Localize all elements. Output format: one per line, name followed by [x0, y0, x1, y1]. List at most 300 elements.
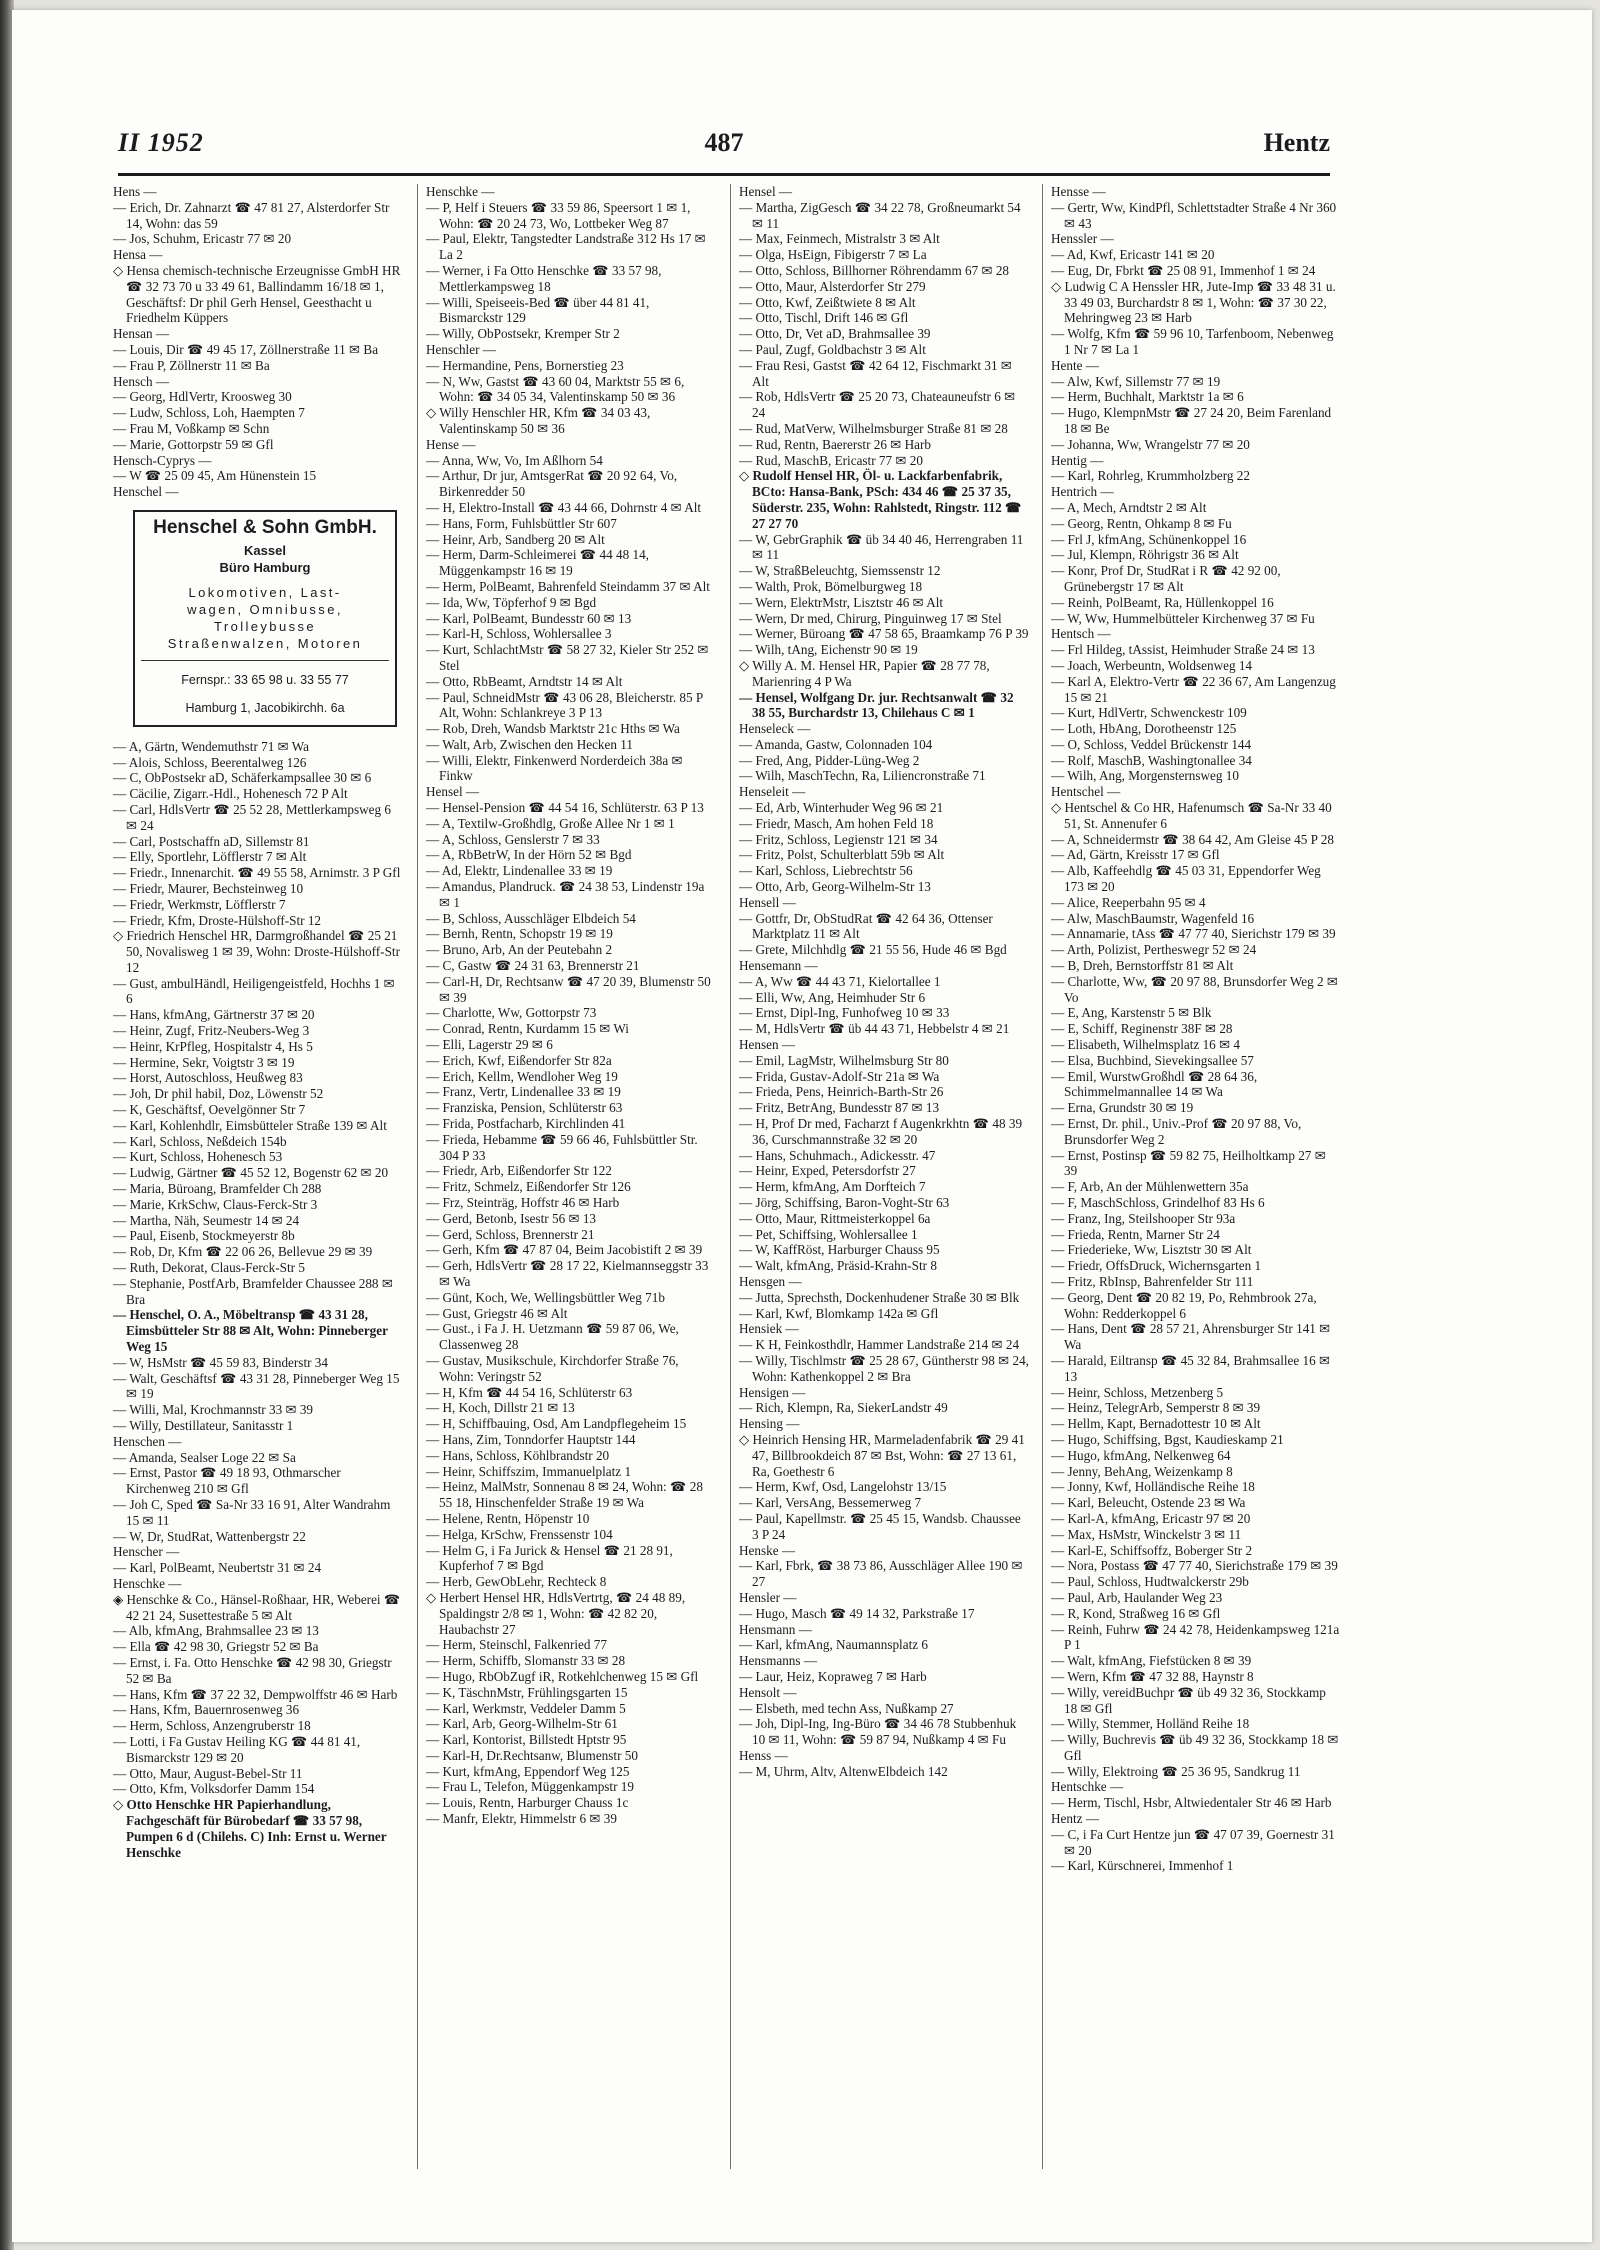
directory-entry: — Gottfr, Dr, ObStudRat ☎ 42 64 36, Ottenser Marktplatz 11 ✉ Alt [739, 910, 993, 942]
directory-entry: — Wilh, tAng, Eichenstr 90 ✉ 19 [739, 642, 918, 658]
directory-entry: — Karl, Kontorist, Billstedt Hptstr 95 [426, 1732, 627, 1748]
directory-entry: — R, Kond, Straßweg 16 ✉ Gfl [1051, 1605, 1221, 1621]
directory-entry: — N, Ww, Gastst ☎ 43 60 04, Marktstr 55 ✉ 6, Wohn: ☎ 34 05 34, Valentinskamp 50 ✉ 36 [426, 373, 685, 405]
directory-entry: — Friedr, Maurer, Bechsteinweg 10 [113, 880, 304, 896]
directory-entry: — Rud, MatVerw, Wilhelmsburger Straße 81 ✉ 28 [739, 420, 1008, 436]
directory-entry: — H, Schiffbauing, Osd, Am Landpflegeheim 15 [426, 1416, 687, 1432]
directory-entry: — Paul, Schloss, Hudtwalckerstr 29b [1051, 1574, 1249, 1590]
directory-entry: — Hugo, Masch ☎ 49 14 32, Parkstraße 17 [739, 1605, 975, 1621]
ad-product-line: wagen, Omnibusse, [187, 601, 343, 617]
directory-entry: — Jul, Klempn, Röhrigstr 36 ✉ Alt [1051, 547, 1239, 563]
directory-entry: — Frieda, Pens, Heinrich-Barth-Str 26 [739, 1084, 944, 1100]
surname-heading: Henschler — [426, 341, 496, 357]
directory-entry: — Konr, Prof Dr, StudRat i R ☎ 42 92 00, Grünebergstr 17 ✉ Alt [1051, 563, 1281, 594]
directory-entry: — Erich, Kwf, Eißendorfer Str 82a [426, 1052, 612, 1068]
directory-entry: — Gustav, Musikschule, Kirchdorfer Straße 76, Wohn: Veringstr 52 [426, 1352, 679, 1384]
directory-entry: — Bruno, Arb, An der Peutebahn 2 [426, 942, 613, 958]
directory-entry: — Karl, Kohlenhdlr, Eimsbütteler Straße 139 ✉ Alt [113, 1117, 387, 1133]
directory-entry: — Wern, ElektrMstr, Lisztstr 46 ✉ Alt [739, 594, 944, 610]
directory-entry: ◇ Hentschel & Co HR, Hafenumsch ☎ Sa-Nr 33 40 51, St. Annenufer 6 [1051, 800, 1332, 831]
directory-entry: — H, Koch, Dillstr 21 ✉ 13 [426, 1400, 575, 1416]
directory-entry: — Willi, Elektr, Finkenwerd Norderdeich 38a ✉ Finkw [426, 752, 683, 784]
directory-entry: — Laur, Heiz, Kopraweg 7 ✉ Harb [739, 1668, 927, 1684]
directory-entry: — Hugo, Schiffsing, Bgst, Kaudieskamp 21 [1051, 1431, 1284, 1447]
henschel-advertisement [133, 510, 397, 727]
directory-entry: — F, MaschSchloss, Grindelhof 83 Hs 6 [1051, 1195, 1265, 1210]
directory-entry: — Wern, Kfm ☎ 47 32 88, Haynstr 8 [1051, 1668, 1254, 1684]
directory-column-1 [113, 184, 403, 2169]
surname-heading: Hensch — [113, 373, 170, 389]
directory-entry: — Werner, i Fa Otto Henschke ☎ 33 57 98, Mettlerkampsweg 18 [426, 262, 662, 294]
directory-entry: — Karl, Kürschnerei, Immenhof 1 [1051, 1858, 1234, 1874]
surname-heading: Henschke — [113, 1575, 182, 1591]
directory-entry: — Lotti, i Fa Gustav Heiling KG ☎ 44 81 41, Bismarckstr 129 ✉ 20 [113, 1733, 361, 1765]
surname-heading: Henschke — [426, 184, 495, 199]
directory-entry: — Jenny, BehAng, Weizenkamp 8 [1051, 1463, 1233, 1479]
directory-entry: — C, ObPostsekr aD, Schäferkampsallee 30 ✉ 6 [113, 770, 372, 786]
directory-entry: — Alb, kfmAng, Brahmsallee 23 ✉ 13 [113, 1623, 319, 1639]
directory-entry: — Gust, ambulHändl, Heiligengeistfeld, Hochhs 1 ✉ 6 [113, 975, 395, 1007]
directory-entry: — Friedr, Werkmstr, Löfflerstr 7 [113, 896, 286, 912]
directory-entry: — Hermine, Sekr, Voigtstr 3 ✉ 19 [113, 1054, 295, 1070]
directory-entry: — Frieda, Rentn, Marner Str 24 [1051, 1226, 1220, 1242]
directory-entry: — Gust., i Fa J. H. Uetzmann ☎ 59 87 06, We, Classenweg 28 [426, 1321, 679, 1353]
surname-heading: Hentz — [1051, 1811, 1099, 1827]
directory-entry: — Otto, Schloss, Billhorner Röhrendamm 67 ✉ 28 [739, 262, 1010, 278]
surname-heading: Henske — [739, 1542, 796, 1558]
directory-entry: — W, Dr, StudRat, Wattenbergstr 22 [113, 1528, 306, 1544]
directory-entry: — Otto, Maur, Rittmeisterkoppel 6a [739, 1210, 931, 1226]
directory-entry: — Fritz, BetrAng, Bundesstr 87 ✉ 13 [739, 1100, 940, 1116]
directory-entry: — Willy, ObPostsekr, Kremper Str 2 [426, 326, 620, 342]
directory-entry: — Willy, Elektroing ☎ 25 36 95, Sandkrug 11 [1051, 1763, 1301, 1779]
directory-entry: — Reinh, PolBeamt, Ra, Hüllenkoppel 16 [1051, 594, 1274, 610]
directory-entry: — Martha, Näh, Seumestr 14 ✉ 24 [113, 1212, 300, 1228]
surname-heading: Hensch-Cyprys — [113, 452, 212, 468]
directory-entry: — Otto, Maur, Alsterdorfer Str 279 [739, 278, 926, 294]
directory-entry: — Nora, Postass ☎ 47 77 40, Sierichstraße 179 ✉ 39 [1051, 1558, 1338, 1574]
surname-heading: Hense — [426, 436, 476, 452]
directory-entry: — Werner, Büroang ☎ 47 58 65, Braamkamp 76 P 39 [739, 626, 1029, 642]
surname-heading: Hensel — [739, 184, 793, 199]
page-header [118, 128, 1330, 168]
directory-entry: — Karl, kfmAng, Naumannsplatz 6 [739, 1637, 928, 1653]
directory-entry: — Gerd, Schloss, Brennerstr 21 [426, 1226, 595, 1242]
ad-divider [141, 660, 389, 661]
directory-column-4 [1051, 184, 1341, 2169]
directory-entry: — Willy, Stemmer, Holländ Reihe 18 [1051, 1716, 1250, 1732]
directory-entry: — Friedr, Masch, Am hohen Feld 18 [739, 815, 934, 831]
surname-heading: Henseleck — [739, 721, 811, 737]
directory-entry: — Ernst, i. Fa. Otto Henschke ☎ 42 98 30, Griegstr 52 ✉ Ba [113, 1654, 392, 1686]
directory-entry: — Franziska, Pension, Schlüterstr 63 [426, 1100, 623, 1116]
directory-entry: — Frau Resi, Gastst ☎ 42 64 12, Fischmarkt 31 ✉ Alt [739, 357, 1012, 389]
directory-entry: — Annamarie, tAss ☎ 47 77 40, Sierichstr 179 ✉ 39 [1051, 926, 1336, 942]
directory-entry: — Carl, HdlsVertr ☎ 25 52 28, Mettlerkampsweg 6 ✉ 24 [113, 801, 391, 833]
directory-column-3 [739, 184, 1029, 2169]
directory-entry: — Frida, Postfacharb, Kirchlinden 41 [426, 1116, 626, 1132]
directory-entry: — Karl, Arb, Georg-Wilhelm-Str 61 [426, 1716, 618, 1732]
ad-product-line: Lokomotiven, Last- [188, 584, 342, 600]
directory-entry: — Hans, Kfm ☎ 37 22 32, Dempwolffstr 46 ✉ Harb [113, 1686, 398, 1702]
directory-entry: — Karl-H, Dr.Rechtsanw, Blumenstr 50 [426, 1747, 638, 1763]
directory-entry: — Manfr, Elektr, Himmelstr 6 ✉ 39 [426, 1811, 617, 1827]
directory-entry: — H, Kfm ☎ 44 54 16, Schlüterstr 63 [426, 1384, 633, 1400]
directory-entry: — Paul, Kapellmstr. ☎ 25 45 15, Wandsb. Chaussee 3 P 24 [739, 1510, 1021, 1542]
directory-entry: — Max, HsMstr, Winckelstr 3 ✉ 11 [1051, 1526, 1242, 1542]
directory-entry: — Heinz, TelegrArb, Semperstr 8 ✉ 39 [1051, 1400, 1261, 1416]
surname-heading: Hensell — [739, 894, 796, 910]
directory-entry: — Kurt, SchlachtMstr ☎ 58 27 32, Kieler Str 252 ✉ Stel [426, 642, 709, 673]
surname-heading: Hens — [113, 184, 157, 199]
directory-entry: — Heinr, Arb, Sandberg 20 ✉ Alt [426, 531, 605, 547]
ad-office: Büro Hamburg [219, 559, 311, 575]
directory-entry: — Hans, Schuhmach., Adickesstr. 47 [739, 1147, 936, 1163]
directory-entry: — Alice, Reeperbahn 95 ✉ 4 [1051, 894, 1206, 910]
directory-entry: — Rob, Dreh, Wandsb Marktstr 21c Hths ✉ Wa [426, 721, 680, 737]
directory-entry: — Rob, Dr, Kfm ☎ 22 06 26, Bellevue 29 ✉ 39 [113, 1244, 373, 1260]
directory-entry: — Hans, Kfm, Bauernrosenweg 36 [113, 1702, 300, 1718]
directory-entry: — Wilh, MaschTechn, Ra, Liliencronstraße 71 [739, 768, 986, 784]
directory-entry: — Hugo, RbObZugf iR, Rotkehlchenweg 15 ✉ Gfl [426, 1668, 699, 1684]
directory-entry: — Frau P, Zöllnerstr 11 ✉ Ba [113, 357, 270, 373]
ad-product-line: Straßenwalzen, Motoren [167, 635, 363, 651]
surname-heading: Hensolt — [739, 1684, 797, 1700]
directory-entry: — W ☎ 25 09 45, Am Hünenstein 15 [113, 468, 317, 484]
directory-entry: — E, Ang, Karstenstr 5 ✉ Blk [1051, 1005, 1212, 1021]
directory-entry: — B, Dreh, Bernstorffstr 81 ✉ Alt [1051, 958, 1234, 974]
directory-entry: — Karl, Beleucht, Ostende 23 ✉ Wa [1051, 1495, 1246, 1511]
directory-entry: — Ernst, Dr. phil., Univ.-Prof ☎ 20 97 88, Vo, Brunsdorfer Weg 2 [1051, 1116, 1302, 1147]
surname-heading: Henscher — [113, 1544, 180, 1560]
surname-heading: Hensigen — [739, 1384, 806, 1400]
directory-entry: — Karl, PolBeamt, Neubertstr 31 ✉ 24 [113, 1560, 322, 1576]
directory-entry: — Carl-H, Dr, Rechtsanw ☎ 47 20 39, Blumenstr 50 ✉ 39 [426, 973, 711, 1005]
surname-heading: Hensiek — [739, 1321, 799, 1337]
directory-entry: — Otto, RbBeamt, Arndtstr 14 ✉ Alt [426, 673, 623, 689]
directory-entry: — Gerh, HdlsVertr ☎ 28 17 22, Kielmannseggstr 33 ✉ Wa [426, 1258, 709, 1289]
directory-entry: — Walt, kfmAng, Präsid-Krahn-Str 8 [739, 1258, 937, 1274]
directory-entry: — Marie, KrkSchw, Claus-Ferck-Str 3 [113, 1196, 318, 1212]
directory-entry: — A, RbBetrW, In der Hörn 52 ✉ Bgd [426, 847, 632, 863]
directory-entry: — Karl, VersAng, Bessemerweg 7 [739, 1495, 922, 1511]
directory-entry: — Fred, Ang, Pidder-Lüng-Weg 2 [739, 752, 920, 768]
directory-entry: — Max, Feinmech, Mistralstr 3 ✉ Alt [739, 231, 940, 247]
ad-product-line: Trolleybusse [213, 618, 316, 634]
directory-entry: — Louis, Dir ☎ 49 45 17, Zöllnerstraße 11 ✉ Ba [113, 341, 379, 357]
directory-entry: — Emil, WurstwGroßhdl ☎ 28 64 36, Schimmelmannallee 14 ✉ Wa [1051, 1068, 1258, 1100]
directory-entry: — Paul, Eisenb, Stockmeyerstr 8b [113, 1228, 295, 1244]
header-rule [118, 173, 1330, 176]
directory-entry: — Jos, Schuhm, Ericastr 77 ✉ 20 [113, 231, 292, 247]
directory-entry: — A, Gärtn, Wendemuthstr 71 ✉ Wa [113, 738, 309, 754]
directory-entry: — Frida, Gustav-Adolf-Str 21a ✉ Wa [739, 1068, 940, 1084]
directory-entry: — Ludw, Schloss, Loh, Haempten 7 [113, 405, 305, 421]
directory-entry: — A, Schloss, Genslerstr 7 ✉ 33 [426, 831, 600, 847]
directory-entry: — Johanna, Ww, Wrangelstr 77 ✉ 20 [1051, 436, 1250, 452]
surname-heading: Hensmann — [739, 1621, 812, 1637]
directory-entry: — Walt, Arb, Zwischen den Hecken 11 [426, 736, 633, 752]
directory-entry: — Herm, Steinschl, Falkenried 77 [426, 1637, 607, 1653]
directory-entry: — Fritz, Polst, Schulterblatt 59b ✉ Alt [739, 847, 945, 863]
directory-entry: — Paul, Arb, Haulander Weg 23 [1051, 1589, 1223, 1605]
directory-entry: — Harald, Eiltransp ☎ 45 32 84, Brahmsallee 16 ✉ 13 [1051, 1352, 1331, 1384]
surname-heading: Hensan — [113, 326, 170, 342]
directory-entry: — Alw, Kwf, Sillemstr 77 ✉ 19 [1051, 373, 1221, 389]
directory-entry: — Willi, Mal, Krochmannstr 33 ✉ 39 [113, 1402, 314, 1418]
directory-entry: — Ludwig, Gärtner ☎ 45 52 12, Bogenstr 62 ✉ 20 [113, 1165, 389, 1181]
directory-entry: — Alois, Schloss, Beerentalweg 126 [113, 754, 307, 770]
directory-entry: — Günt, Koch, We, Wellingsbüttler Weg 71b [426, 1289, 665, 1305]
directory-entry: — Anna, Ww, Vo, Im Aßlhorn 54 [426, 452, 603, 468]
directory-entry: — Joach, Werbeuntn, Woldsenweg 14 [1051, 657, 1253, 673]
directory-entry-highlighted: — Henschel, O. A., Möbeltransp ☎ 43 31 28, Eimsbütteler Str 88 ✉ Alt, Wohn: Pinneberger Weg 15 [113, 1307, 388, 1355]
directory-entry: — W, StraßBeleuchtg, Siemssenstr 12 [739, 563, 941, 579]
directory-entry: — Charlotte, Ww, ☎ 20 97 88, Brunsdorfer Weg 2 ✉ Vo [1051, 973, 1338, 1005]
directory-entry: — Heinr, Schiffszim, Immanuelplatz 1 [426, 1463, 632, 1479]
directory-entry: — Willy, Buchrevis ☎ üb 49 32 36, Stockkamp 18 ✉ Gfl [1051, 1732, 1339, 1763]
directory-entry: — Ad, Gärtn, Kreisstr 17 ✉ Gfl [1051, 847, 1220, 863]
directory-entry: — Hugo, kfmAng, Nelkenweg 64 [1051, 1447, 1231, 1463]
surname-heading: Hensen — [739, 1037, 796, 1053]
surname-heading: Hensler — [739, 1589, 797, 1605]
ad-phone: Fernspr.: 33 65 98 u. 33 55 77 [181, 672, 349, 687]
directory-entry: — Otto, Arb, Georg-Wilhelm-Str 13 [739, 879, 931, 895]
directory-entry: — Ernst, Postinsp ☎ 59 82 75, Heilholtkamp 27 ✉ 39 [1051, 1147, 1326, 1179]
directory-entry: — A, Ww ☎ 44 43 71, Kielortallee 1 [739, 973, 941, 989]
directory-entry: — Paul, Zugf, Goldbachstr 3 ✉ Alt [739, 341, 926, 357]
directory-entry: — Fritz, RbInsp, Bahrenfelder Str 111 [1051, 1273, 1254, 1289]
directory-entry: — Karl, Kwf, Blomkamp 142a ✉ Gfl [739, 1305, 939, 1321]
directory-entry: — Herm, Schloss, Anzengruberstr 18 [113, 1718, 311, 1734]
directory-entry: — Otto, Tischl, Drift 146 ✉ Gfl [739, 310, 909, 326]
directory-entry: — Heinr, KrPfleg, Hospitalstr 4, Hs 5 [113, 1038, 313, 1054]
directory-entry: — Elly, Sportlehr, Löfflerstr 7 ✉ Alt [113, 849, 307, 865]
surname-heading: Hensel — [426, 784, 480, 800]
directory-entry: — Loth, HbAng, Dorotheenstr 125 [1051, 721, 1237, 737]
directory-entry: — Georg, Rentn, Ohkamp 8 ✉ Fu [1051, 515, 1232, 531]
surname-heading: Hensmanns — [739, 1653, 818, 1669]
directory-entry: — Heinr, Schloss, Metzenberg 5 [1051, 1384, 1224, 1400]
directory-entry: — Hans, Dent ☎ 28 57 21, Ahrensburger Str 141 ✉ Wa [1051, 1321, 1331, 1353]
directory-entry: — Louis, Rentn, Harburger Chauss 1c [426, 1795, 629, 1811]
directory-entry: — Wern, Dr med, Chirurg, Pinguinweg 17 ✉ Stel [739, 610, 1002, 626]
directory-entry: — A, Mech, Arndtstr 2 ✉ Alt [1051, 499, 1207, 515]
column-divider [1042, 184, 1043, 2169]
directory-entry: — Grete, Milchhdlg ☎ 21 55 56, Hude 46 ✉ Bgd [739, 942, 1007, 958]
surname-heading: Henssler — [1051, 231, 1114, 247]
directory-entry: — F, Arb, An der Mühlenwettern 35a [1051, 1179, 1249, 1195]
surname-heading: Hentschel — [1051, 784, 1121, 800]
surname-heading: Hensa — [113, 247, 163, 263]
directory-entry: — Rich, Klempn, Ra, SiekerLandstr 49 [739, 1400, 948, 1416]
header-year: II 1952 [118, 128, 204, 157]
directory-entry: — Conrad, Rentn, Kurdamm 15 ✉ Wi [426, 1021, 629, 1037]
directory-entry: — Frz, Steinträg, Hoffstr 46 ✉ Harb [426, 1195, 620, 1210]
directory-entry: — M, Uhrm, Altv, AltenwElbdeich 142 [739, 1763, 948, 1779]
directory-entry: — Wolfg, Kfm ☎ 59 96 10, Tarfenboom, Nebenweg 1 Nr 7 ✉ La 1 [1051, 326, 1334, 357]
directory-entry: — Heinr, Exped, Petersdorfstr 27 [739, 1163, 916, 1179]
directory-entry: — A, Schneidermstr ☎ 38 64 42, Am Gleise 45 P 28 [1051, 831, 1334, 847]
directory-entry: — Rob, HdlsVertr ☎ 25 20 73, Chateauneufstr 6 ✉ 24 [739, 389, 1016, 421]
directory-entry: — Ernst, Dipl-Ing, Funhofweg 10 ✉ 33 [739, 1005, 950, 1021]
directory-entry: — Hans, kfmAng, Gärtnerstr 37 ✉ 20 [113, 1007, 315, 1023]
ad-products [141, 584, 389, 652]
directory-entry: — Reinh, Fuhrw ☎ 24 42 78, Heidenkampsweg 121a P 1 [1051, 1621, 1340, 1653]
surname-heading: Henschel — [113, 484, 179, 500]
directory-entry: — Franz, Vertr, Lindenallee 33 ✉ 19 [426, 1084, 621, 1100]
directory-entry: — Karl, Schloss, Neßdeich 154b [113, 1133, 287, 1149]
directory-entry: — Willy, vereidBuchpr ☎ üb 49 32 36, Stockkamp 18 ✉ Gfl [1051, 1684, 1326, 1716]
directory-entry: — Walt, Geschäftsf ☎ 43 31 28, Pinneberger Weg 15 ✉ 19 [113, 1370, 400, 1402]
directory-entry: — Friedr, OffsDruck, Wichernsgarten 1 [1051, 1258, 1262, 1274]
directory-entry: — Alb, Kaffeehdlg ☎ 45 03 31, Eppendorfer Weg 173 ✉ 20 [1051, 863, 1321, 895]
directory-entry: — E, Schiff, Reginenstr 38F ✉ 28 [1051, 1021, 1233, 1037]
directory-entry: — Marie, Gottorpstr 59 ✉ Gfl [113, 436, 274, 452]
directory-entry: — P, Helf i Steuers ☎ 33 59 86, Speersort 1 ✉ 1, Wohn: ☎ 20 24 73, Wo, Lottbeker Weg 87 [426, 199, 691, 231]
directory-entry-highlighted: ◇ Rudolf Hensel HR, Öl- u. Lackfarbenfabrik, BCto: Hansa-Bank, PSch: 434 46 ☎ 25 37 35, Süderstr. 235, Wohn: Rahlstedt, Ringstr. 112 ☎ 27 27 70 [739, 468, 1022, 531]
directory-entry: — Willy, Destillateur, Sanitasstr 1 [113, 1418, 294, 1433]
surname-heading: Henseleit — [739, 784, 806, 800]
directory-entry-highlighted: ◇ Otto Henschke HR Papierhandlung, Fachgeschäft für Bürobedarf ☎ 33 57 98, Pumpen 6 d (Chilehs. C) Inh: Ernst u. Werner Henschke [113, 1797, 387, 1860]
directory-entry: — Hellm, Kapt, Bernadottestr 10 ✉ Alt [1051, 1416, 1261, 1432]
surname-heading: Hensse — [1051, 184, 1106, 199]
directory-entry: — Karl-E, Schiffsoffz, Boberger Str 2 [1051, 1542, 1253, 1558]
directory-entry: — Ella ☎ 42 98 30, Griegstr 52 ✉ Ba [113, 1639, 319, 1655]
directory-entry: — Gertr, Ww, KindPfl, Schlettstadter Straße 4 Nr 360 ✉ 43 [1051, 199, 1337, 231]
directory-entry: — Joh C, Sped ☎ Sa-Nr 33 16 91, Alter Wandrahm 15 ✉ 11 [113, 1496, 391, 1528]
directory-entry: — Herm, Darm-Schleimerei ☎ 44 48 14, Müggenkampstr 16 ✉ 19 [426, 547, 649, 579]
directory-entry: — Amandus, Plandruck. ☎ 24 38 53, Lindenstr 19a ✉ 1 [426, 879, 705, 910]
directory-entry: ◇ Friedrich Henschel HR, Darmgroßhandel ☎ 25 21 50, Novalisweg 1 ✉ 39, Wohn: Droste-Hülshoff-Str 12 [113, 928, 400, 975]
directory-entry: — Jörg, Schiffsing, Baron-Voght-Str 63 [739, 1195, 950, 1210]
directory-entry: — Herm, kfmAng, Am Dorfteich 7 [739, 1179, 926, 1195]
directory-entry: — H, Elektro-Install ☎ 43 44 66, Dohrnstr 4 ✉ Alt [426, 499, 702, 515]
directory-entry: — Wilh, Ang, Morgensternsweg 10 [1051, 768, 1239, 784]
surname-heading: Hensing — [739, 1416, 800, 1432]
directory-entry: — Fritz, Schloss, Legienstr 121 ✉ 34 [739, 831, 938, 847]
directory-entry: — W, Ww, Hummelbütteler Kirchenweg 37 ✉ Fu [1051, 610, 1315, 626]
directory-entry: — Elli, Lagerstr 29 ✉ 6 [426, 1037, 553, 1053]
directory-entry: — Hugo, KlempnMstr ☎ 27 24 20, Beim Farenland 18 ✉ Be [1051, 405, 1332, 436]
directory-entry: — Elsa, Buchbind, Sievekingsallee 57 [1051, 1052, 1254, 1068]
directory-entry: ◇ Herbert Hensel HR, HdlsVertrtg, ☎ 24 48 89, Spaldingstr 2/8 ✉ 1, Wohn: ☎ 42 82 20, Haubachstr 27 [426, 1589, 686, 1637]
directory-entry: — Karl-A, kfmAng, Ericastr 97 ✉ 20 [1051, 1510, 1251, 1526]
directory-column-2 [426, 184, 716, 2169]
column-divider [730, 184, 731, 2169]
directory-entry: — Gerd, Betonb, Isestr 56 ✉ 13 [426, 1210, 597, 1226]
directory-entry: — W, GebrGraphik ☎ üb 34 40 46, Herrengraben 11 ✉ 11 [739, 531, 1024, 563]
directory-entry: — Herm, Buchhalt, Marktstr 1a ✉ 6 [1051, 389, 1244, 405]
directory-entry: — Arth, Polizist, Pertheswegr 52 ✉ 24 [1051, 942, 1257, 958]
directory-entry: — Helm G, i Fa Jurick & Hensel ☎ 21 28 91, Kupferhof 7 ✉ Bgd [426, 1542, 673, 1574]
directory-entry: — Rud, MaschB, Ericastr 77 ✉ 20 [739, 452, 923, 468]
directory-entry: — Fritz, Schmelz, Eißendorfer Str 126 [426, 1179, 631, 1195]
directory-entry: — Alw, MaschBaumstr, Wagenfeld 16 [1051, 910, 1255, 926]
surname-heading: Hentsch — [1051, 626, 1111, 642]
directory-entry: — W, KaffRöst, Harburger Chauss 95 [739, 1242, 940, 1258]
directory-entry: — Rolf, MaschB, Washingtonallee 34 [1051, 752, 1252, 768]
directory-entry: — Ed, Arb, Winterhuder Weg 96 ✉ 21 [739, 800, 944, 816]
header-page-number: 487 [704, 128, 744, 157]
directory-entry: — Gust, Griegstr 46 ✉ Alt [426, 1305, 568, 1321]
directory-entry: — Helga, KrSchw, Frenssenstr 104 [426, 1526, 613, 1542]
directory-entry: — Ad, Kwf, Ericastr 141 ✉ 20 [1051, 247, 1215, 263]
directory-entry: — Hans, Zim, Tonndorfer Hauptstr 144 [426, 1431, 636, 1447]
directory-entry: — Franz, Ing, Steilshooper Str 93a [1051, 1210, 1236, 1226]
directory-entry: — Friedr, Arb, Eißendorfer Str 122 [426, 1163, 612, 1179]
directory-entry: — Erich, Dr. Zahnarzt ☎ 47 81 27, Alsterdorfer Str 14, Wohn: das 59 [113, 199, 390, 231]
directory-entry: — K, TäschnMstr, Frühlingsgarten 15 [426, 1684, 628, 1700]
directory-entry: — Friedr, Kfm, Droste-Hülshoff-Str 12 [113, 912, 322, 928]
directory-entry: — Georg, HdlVertr, Kroosweg 30 [113, 389, 292, 405]
directory-entry: — Kurt, kfmAng, Eppendorf Weg 125 [426, 1763, 630, 1779]
directory-entry: — Arthur, Dr jur, AmtsgerRat ☎ 20 92 64, Vo, Birkenredder 50 [426, 468, 678, 500]
directory-entry: — Olga, HsEign, Fibigerstr 7 ✉ La [739, 247, 927, 263]
directory-entry: — Amanda, Gastw, Colonnaden 104 [739, 736, 933, 752]
surname-heading: Hente — [1051, 357, 1099, 373]
directory-entry: — Joh, Dipl-Ing, Ing-Büro ☎ 34 46 78 Stubbenhuk 10 ✉ 11, Wohn: ☎ 59 87 94, Nußkamp 4 ✉ Fu [739, 1716, 1017, 1748]
directory-entry: — Carl, Postschaffn aD, Sillemstr 81 [113, 833, 310, 849]
directory-entry: — Elsbeth, med techn Ass, Nußkamp 27 [739, 1700, 954, 1716]
directory-entry: — Amanda, Sealser Loge 22 ✉ Sa [113, 1449, 296, 1465]
directory-entry: — B, Schloss, Ausschläger Elbdeich 54 [426, 910, 636, 926]
directory-entry: — Gerh, Kfm ☎ 47 87 04, Beim Jacobistift 2 ✉ 39 [426, 1242, 703, 1258]
directory-entry: — Otto, Dr, Vet aD, Brahmsallee 39 [739, 326, 931, 342]
directory-entry: — Herm, PolBeamt, Bahrenfeld Steindamm 37 ✉ Alt [426, 578, 710, 594]
directory-entry: — Georg, Dent ☎ 20 82 19, Po, Rehmbrook 27a, Wohn: Redderkoppel 6 [1051, 1289, 1317, 1321]
directory-entry: — C, i Fa Curt Hentze jun ☎ 47 07 39, Goernestr 31 ✉ 20 [1051, 1826, 1335, 1858]
directory-entry-highlighted: — Hensel, Wolfgang Dr. jur. Rechtsanwalt ☎ 32 38 55, Burchardstr 13, Chilehaus C ✉ 1 [739, 689, 1014, 721]
directory-entry: — Karl, Werkmstr, Veddeler Damm 5 [426, 1700, 626, 1716]
directory-entry: — Heinr, Zugf, Fritz-Neubers-Weg 3 [113, 1023, 310, 1039]
directory-entry: — Herb, GewObLehr, Rechteck 8 [426, 1574, 607, 1590]
surname-heading: Hentig — [1051, 452, 1104, 468]
directory-entry: — K, Geschäftsf, Oevelgönner Str 7 [113, 1102, 306, 1118]
directory-entry: — Stephanie, PostfArb, Bramfelder Chaussee 288 ✉ Bra [113, 1275, 393, 1307]
directory-entry: — Karl, Rohrleg, Krummholzberg 22 [1051, 468, 1250, 484]
directory-entry: — Ida, Ww, Töpferhof 9 ✉ Bgd [426, 594, 597, 610]
directory-entry: — Horst, Autoschloss, Heußweg 83 [113, 1070, 303, 1086]
ad-address: Hamburg 1, Jacobikirchh. 6a [185, 700, 345, 715]
directory-entry: — O, Schloss, Veddel Brückenstr 144 [1051, 736, 1252, 752]
directory-entry: — Kurt, Schloss, Hohenesch 53 [113, 1149, 283, 1165]
directory-entry: — Friederieke, Ww, Lisztstr 30 ✉ Alt [1051, 1242, 1252, 1258]
directory-entry: — Eug, Dr, Fbrkt ☎ 25 08 91, Immenhof 1 ✉ 24 [1051, 262, 1316, 278]
directory-entry: — Helene, Rentn, Höpenstr 10 [426, 1510, 590, 1526]
directory-entry: — Pet, Schiffsing, Wohlersallee 1 [739, 1226, 918, 1242]
directory-entry: — Karl A, Elektro-Vertr ☎ 22 36 67, Am Langenzug 15 ✉ 21 [1051, 673, 1336, 705]
surname-heading: Hensgen — [739, 1273, 802, 1289]
directory-entry: ◇ Willy A. M. Hensel HR, Papier ☎ 28 77 78, Marienring 4 P Wa [739, 657, 990, 689]
directory-entry: — Frl J, kfmAng, Schünenkoppel 16 [1051, 531, 1247, 547]
directory-entry: — Bernh, Rentn, Schopstr 19 ✉ 19 [426, 926, 613, 942]
directory-entry: — A, Textilw-Großhdlg, Große Allee Nr 1 ✉ 1 [426, 815, 675, 831]
directory-entry: — Hensel-Pension ☎ 44 54 16, Schlüterstr. 63 P 13 [426, 800, 704, 816]
directory-entry: — Erna, Grundstr 30 ✉ 19 [1051, 1100, 1194, 1116]
directory-entry: — Karl, Schloss, Liebrechtstr 56 [739, 863, 913, 879]
directory-entry: — Ruth, Dekorat, Claus-Ferck-Str 5 [113, 1260, 305, 1276]
directory-entry: — Willy, Tischlmstr ☎ 25 28 67, Güntherstr 98 ✉ 24, Wohn: Kathenkoppel 2 ✉ Bra [739, 1352, 1029, 1384]
ad-company-name: Henschel & Sohn GmbH. [153, 516, 377, 538]
directory-entry: ◇ Heinrich Hensing HR, Marmeladenfabrik ☎ 29 41 47, Billbrookdeich 87 ✉ Bst, Wohn: ☎ 27 13 61, Ra, Goethestr 6 [739, 1431, 1025, 1479]
directory-entry: — W, HsMstr ☎ 45 59 83, Binderstr 34 [113, 1354, 328, 1370]
directory-entry: — Karl, Fbrk, ☎ 38 73 86, Ausschläger Allee 190 ✉ 27 [739, 1558, 1023, 1590]
directory-entry: — Frieda, Hebamme ☎ 59 66 46, Fuhlsbüttler Str. 304 P 33 [426, 1131, 698, 1163]
directory-entry: — Karl, PolBeamt, Bundesstr 60 ✉ 13 [426, 610, 632, 626]
directory-entry: — Friedr., Innenarchit. ☎ 49 55 58, Arnimstr. 3 P Gfl [113, 865, 401, 881]
directory-entry: — Hans, Form, Fuhlsbüttler Str 607 [426, 515, 617, 531]
